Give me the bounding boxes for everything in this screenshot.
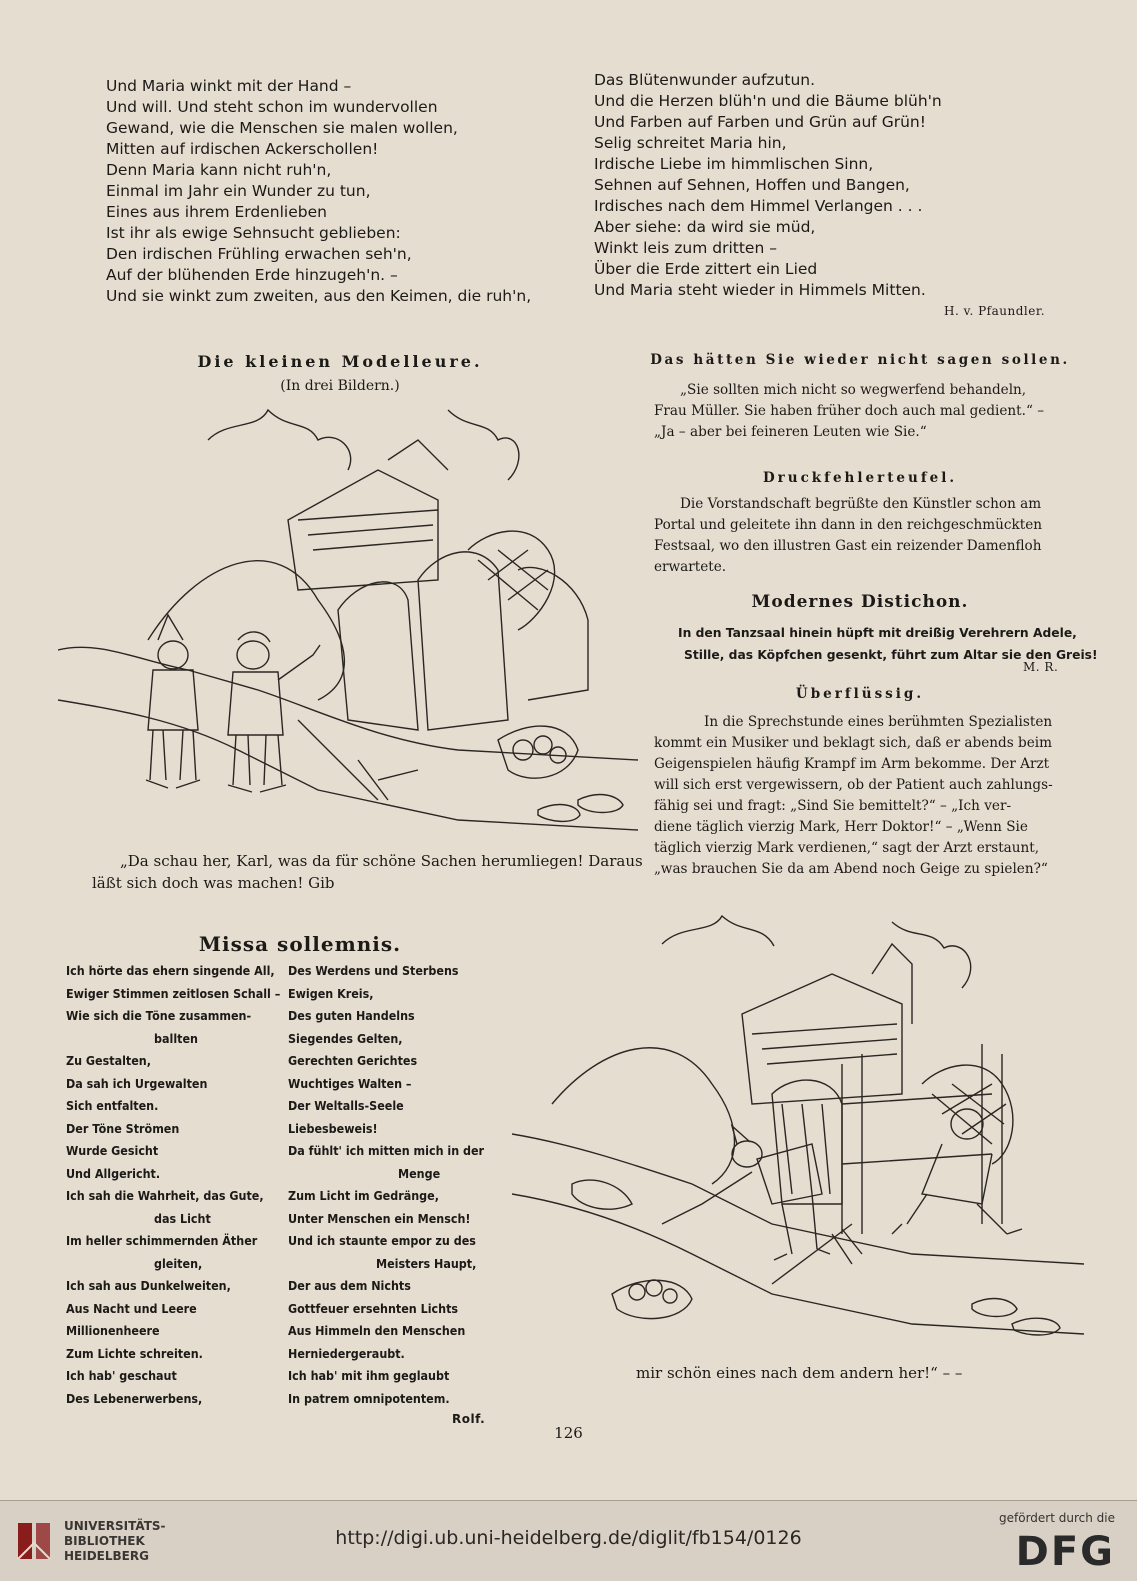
- poem-line: Und Maria winkt mit der Hand –: [106, 77, 352, 95]
- verse-line: Sich entfalten.: [66, 1098, 159, 1113]
- poem-line: Das Blütenwunder aufzutun.: [594, 71, 816, 89]
- verse-line: Aus Himmeln den Menschen: [288, 1323, 466, 1338]
- illustration-boys-garden: [58, 400, 638, 840]
- poem-line: Einmal im Jahr ein Wunder zu tun,: [106, 182, 371, 200]
- verse-line: Ich hab' geschaut: [66, 1368, 177, 1383]
- poem-line: Denn Maria kann nicht ruh'n,: [106, 161, 332, 179]
- distichon-title: Modernes Distichon.: [751, 592, 969, 612]
- poem-line: Irdische Liebe im himmlischen Sinn,: [594, 155, 874, 173]
- verse-line: Des Werdens und Sterbens: [288, 963, 459, 978]
- missa-column-1: [66, 960, 280, 1410]
- text-line: diene täglich vierzig Mark, Herr Doktor!“ – „Wenn Sie: [654, 819, 1028, 835]
- text-line: Festsaal, wo den illustren Gast ein reizender Damenfloh: [654, 538, 1042, 554]
- verse-line: ballten: [154, 1030, 198, 1046]
- text-line: will sich erst vergewissern, ob der Patient auch zahlungs-: [654, 777, 1053, 793]
- ueberfluessig-title: Überflüssig.: [795, 686, 925, 702]
- verse-line: Siegendes Gelten,: [288, 1030, 403, 1046]
- library-name-line: HEIDELBERG: [64, 1549, 149, 1563]
- caption-line: mir schön eines nach dem andern her!“ – –: [636, 1364, 963, 1382]
- poem-line: Winkt leis zum dritten –: [594, 239, 777, 257]
- poem-line: Und Farben auf Farben und Grün auf Grün!: [594, 113, 926, 131]
- verse-line: Des Lebenerwerbens,: [66, 1390, 203, 1406]
- poem-line: Sehnen auf Sehnen, Hoffen und Bangen,: [594, 176, 910, 194]
- verse-line: Ich sah die Wahrheit, das Gute,: [66, 1188, 264, 1203]
- missa-column-2: [288, 960, 484, 1410]
- text-line: Geigenspielen häufig Krampf im Arm bekomme. Der Arzt: [654, 756, 1050, 772]
- verse-line: Des guten Handelns: [288, 1008, 415, 1023]
- modelleure-caption: [92, 850, 643, 894]
- text-line: „Ja – aber bei feineren Leuten wie Sie.“: [654, 424, 927, 440]
- text-line: Portal und geleitete ihn dann in den reichgeschmückten: [654, 517, 1043, 533]
- distichon-author: M. R.: [1023, 660, 1059, 674]
- poem-line: Auf der blühenden Erde hinzugeh'n. –: [106, 266, 398, 284]
- verse-line: Im heller schimmernden Äther: [66, 1233, 258, 1248]
- funding-note: gefördert durch die: [999, 1511, 1115, 1525]
- poem-line: Selig schreitet Maria hin,: [594, 134, 787, 152]
- caption-line: „Da schau her, Karl, was da für schöne Sachen herumliegen! Daraus: [120, 852, 643, 870]
- modelleure-caption-end: [636, 1362, 962, 1384]
- verse-line: Wie sich die Töne zusammen-: [66, 1008, 252, 1023]
- modelleure-title: Die kleinen Modelleure.: [197, 352, 483, 371]
- verse-line: Gottfeuer ersehnten Lichts: [288, 1300, 459, 1316]
- druckfehler-title: Druckfehlerteufel.: [762, 470, 958, 486]
- text-line: Stille, das Köpfchen gesenkt, führt zum Altar sie den Greis!: [684, 648, 1098, 662]
- text-line: Frau Müller. Sie haben früher doch auch mal gedient.“ –: [654, 403, 1045, 419]
- dfg-logo: DFG: [1015, 1529, 1115, 1575]
- verse-line: Der aus dem Nichts: [288, 1278, 411, 1293]
- verse-line: Aus Nacht und Leere: [66, 1300, 197, 1316]
- poem-line: Und sie winkt zum zweiten, aus den Keimen, die ruh'n,: [106, 287, 532, 305]
- verse-line: Gerechten Gerichtes: [288, 1053, 418, 1068]
- verse-line: Millionenheere: [66, 1323, 160, 1338]
- text-line: Die Vorstandschaft begrüßte den Künstler schon am: [680, 496, 1042, 512]
- poem-line: Ist ihr als ewige Sehnsucht geblieben:: [106, 224, 401, 242]
- poem-line: Aber siehe: da wird sie müd,: [594, 218, 816, 236]
- library-name-line: BIBLIOTHEK: [64, 1534, 145, 1548]
- text-line: In die Sprechstunde eines berühmten Spezialisten: [704, 714, 1053, 730]
- poem-line: Und die Herzen blüh'n und die Bäume blüh'n: [594, 92, 942, 110]
- verse-line: Ewigen Kreis,: [288, 985, 374, 1001]
- poem-line: Und Maria steht wieder in Himmels Mitten.: [594, 281, 926, 299]
- illustration-boys-harvest: [512, 904, 1084, 1364]
- poem-line: Und will. Und steht schon im wundervollen: [106, 98, 438, 116]
- verse-line: Ich sah aus Dunkelweiten,: [66, 1278, 231, 1293]
- verse-line: Herniedergeraubt.: [288, 1345, 405, 1361]
- verse-line: In patrem omnipotentem.: [288, 1390, 450, 1406]
- text-line: erwartete.: [654, 559, 727, 575]
- verse-line: Wurde Gesicht: [66, 1143, 159, 1158]
- ueberfluessig-text: [654, 712, 1053, 880]
- verse-line: Und Allgericht.: [66, 1165, 161, 1181]
- verse-line: das Licht: [154, 1210, 211, 1226]
- haetten-text: [654, 380, 1044, 443]
- verse-line: Und ich staunte empor zu des: [288, 1233, 476, 1248]
- verse-line: Der Weltalls-Seele: [288, 1098, 404, 1113]
- poem-right-column: [594, 70, 942, 301]
- poem-line: Irdisches nach dem Himmel Verlangen . . .: [594, 197, 923, 215]
- verse-line: gleiten,: [154, 1255, 203, 1271]
- missa-title: Missa sollemnis.: [198, 932, 402, 956]
- text-line: In den Tanzsaal hinein hüpft mit dreißig Verehrern Adele,: [678, 626, 1077, 640]
- missa-author: Rolf.: [452, 1412, 486, 1426]
- library-name-line: UNIVERSITÄTS-: [64, 1519, 166, 1533]
- poem-line: Den irdischen Frühling erwachen seh'n,: [106, 245, 412, 263]
- poem-author: H. v. Pfaundler.: [944, 304, 1046, 318]
- druckfehler-text: [654, 494, 1042, 578]
- verse-line: Zum Licht im Gedränge,: [288, 1188, 439, 1203]
- verse-line: Der Töne Strömen: [66, 1120, 180, 1136]
- caption-line: läßt sich doch was machen! Gib: [92, 874, 335, 892]
- poem-left-column: [106, 76, 531, 307]
- verse-line: Unter Menschen ein Mensch!: [288, 1210, 471, 1226]
- verse-line: Zum Lichte schreiten.: [66, 1345, 203, 1361]
- text-line: „Sie sollten mich nicht so wegwerfend behandeln,: [680, 382, 1027, 398]
- verse-line: Meisters Haupt,: [376, 1255, 477, 1271]
- verse-line: Da fühlt' ich mitten mich in der: [288, 1143, 485, 1158]
- verse-line: Liebesbeweis!: [288, 1120, 378, 1136]
- verse-line: Wuchtiges Walten –: [288, 1075, 412, 1091]
- page-number: 126: [554, 1424, 583, 1442]
- poem-line: Über die Erde zittert ein Lied: [594, 260, 818, 278]
- verse-line: Ich hörte das ehern singende All,: [66, 963, 275, 978]
- text-line: „was brauchen Sie da am Abend noch Geige zu spielen?“: [654, 861, 1048, 877]
- verse-line: Zu Gestalten,: [66, 1053, 151, 1068]
- footer-bar: [0, 1500, 1137, 1581]
- permalink-url[interactable]: http://digi.ub.uni-heidelberg.de/diglit/fb154/0126: [335, 1527, 802, 1549]
- modelleure-subtitle: (In drei Bildern.): [280, 378, 400, 394]
- text-line: täglich vierzig Mark verdienen,“ sagt der Arzt erstaunt,: [654, 840, 1040, 856]
- poem-line: Gewand, wie die Menschen sie malen wollen,: [106, 119, 458, 137]
- verse-line: Menge: [398, 1165, 441, 1181]
- verse-line: Ewiger Stimmen zeitlosen Schall –: [66, 985, 281, 1001]
- text-line: kommt ein Musiker und beklagt sich, daß er abends beim: [654, 735, 1053, 751]
- poem-line: Eines aus ihrem Erdenlieben: [106, 203, 327, 221]
- verse-line: Da sah ich Urgewalten: [66, 1075, 208, 1091]
- haetten-title: Das hätten Sie wieder nicht sagen sollen.: [650, 352, 1070, 368]
- text-line: fähig sei und fragt: „Sind Sie bemittelt?“ – „Ich ver-: [654, 798, 1012, 814]
- poem-line: Mitten auf irdischen Ackerschollen!: [106, 140, 379, 158]
- verse-line: Ich hab' mit ihm geglaubt: [288, 1368, 450, 1383]
